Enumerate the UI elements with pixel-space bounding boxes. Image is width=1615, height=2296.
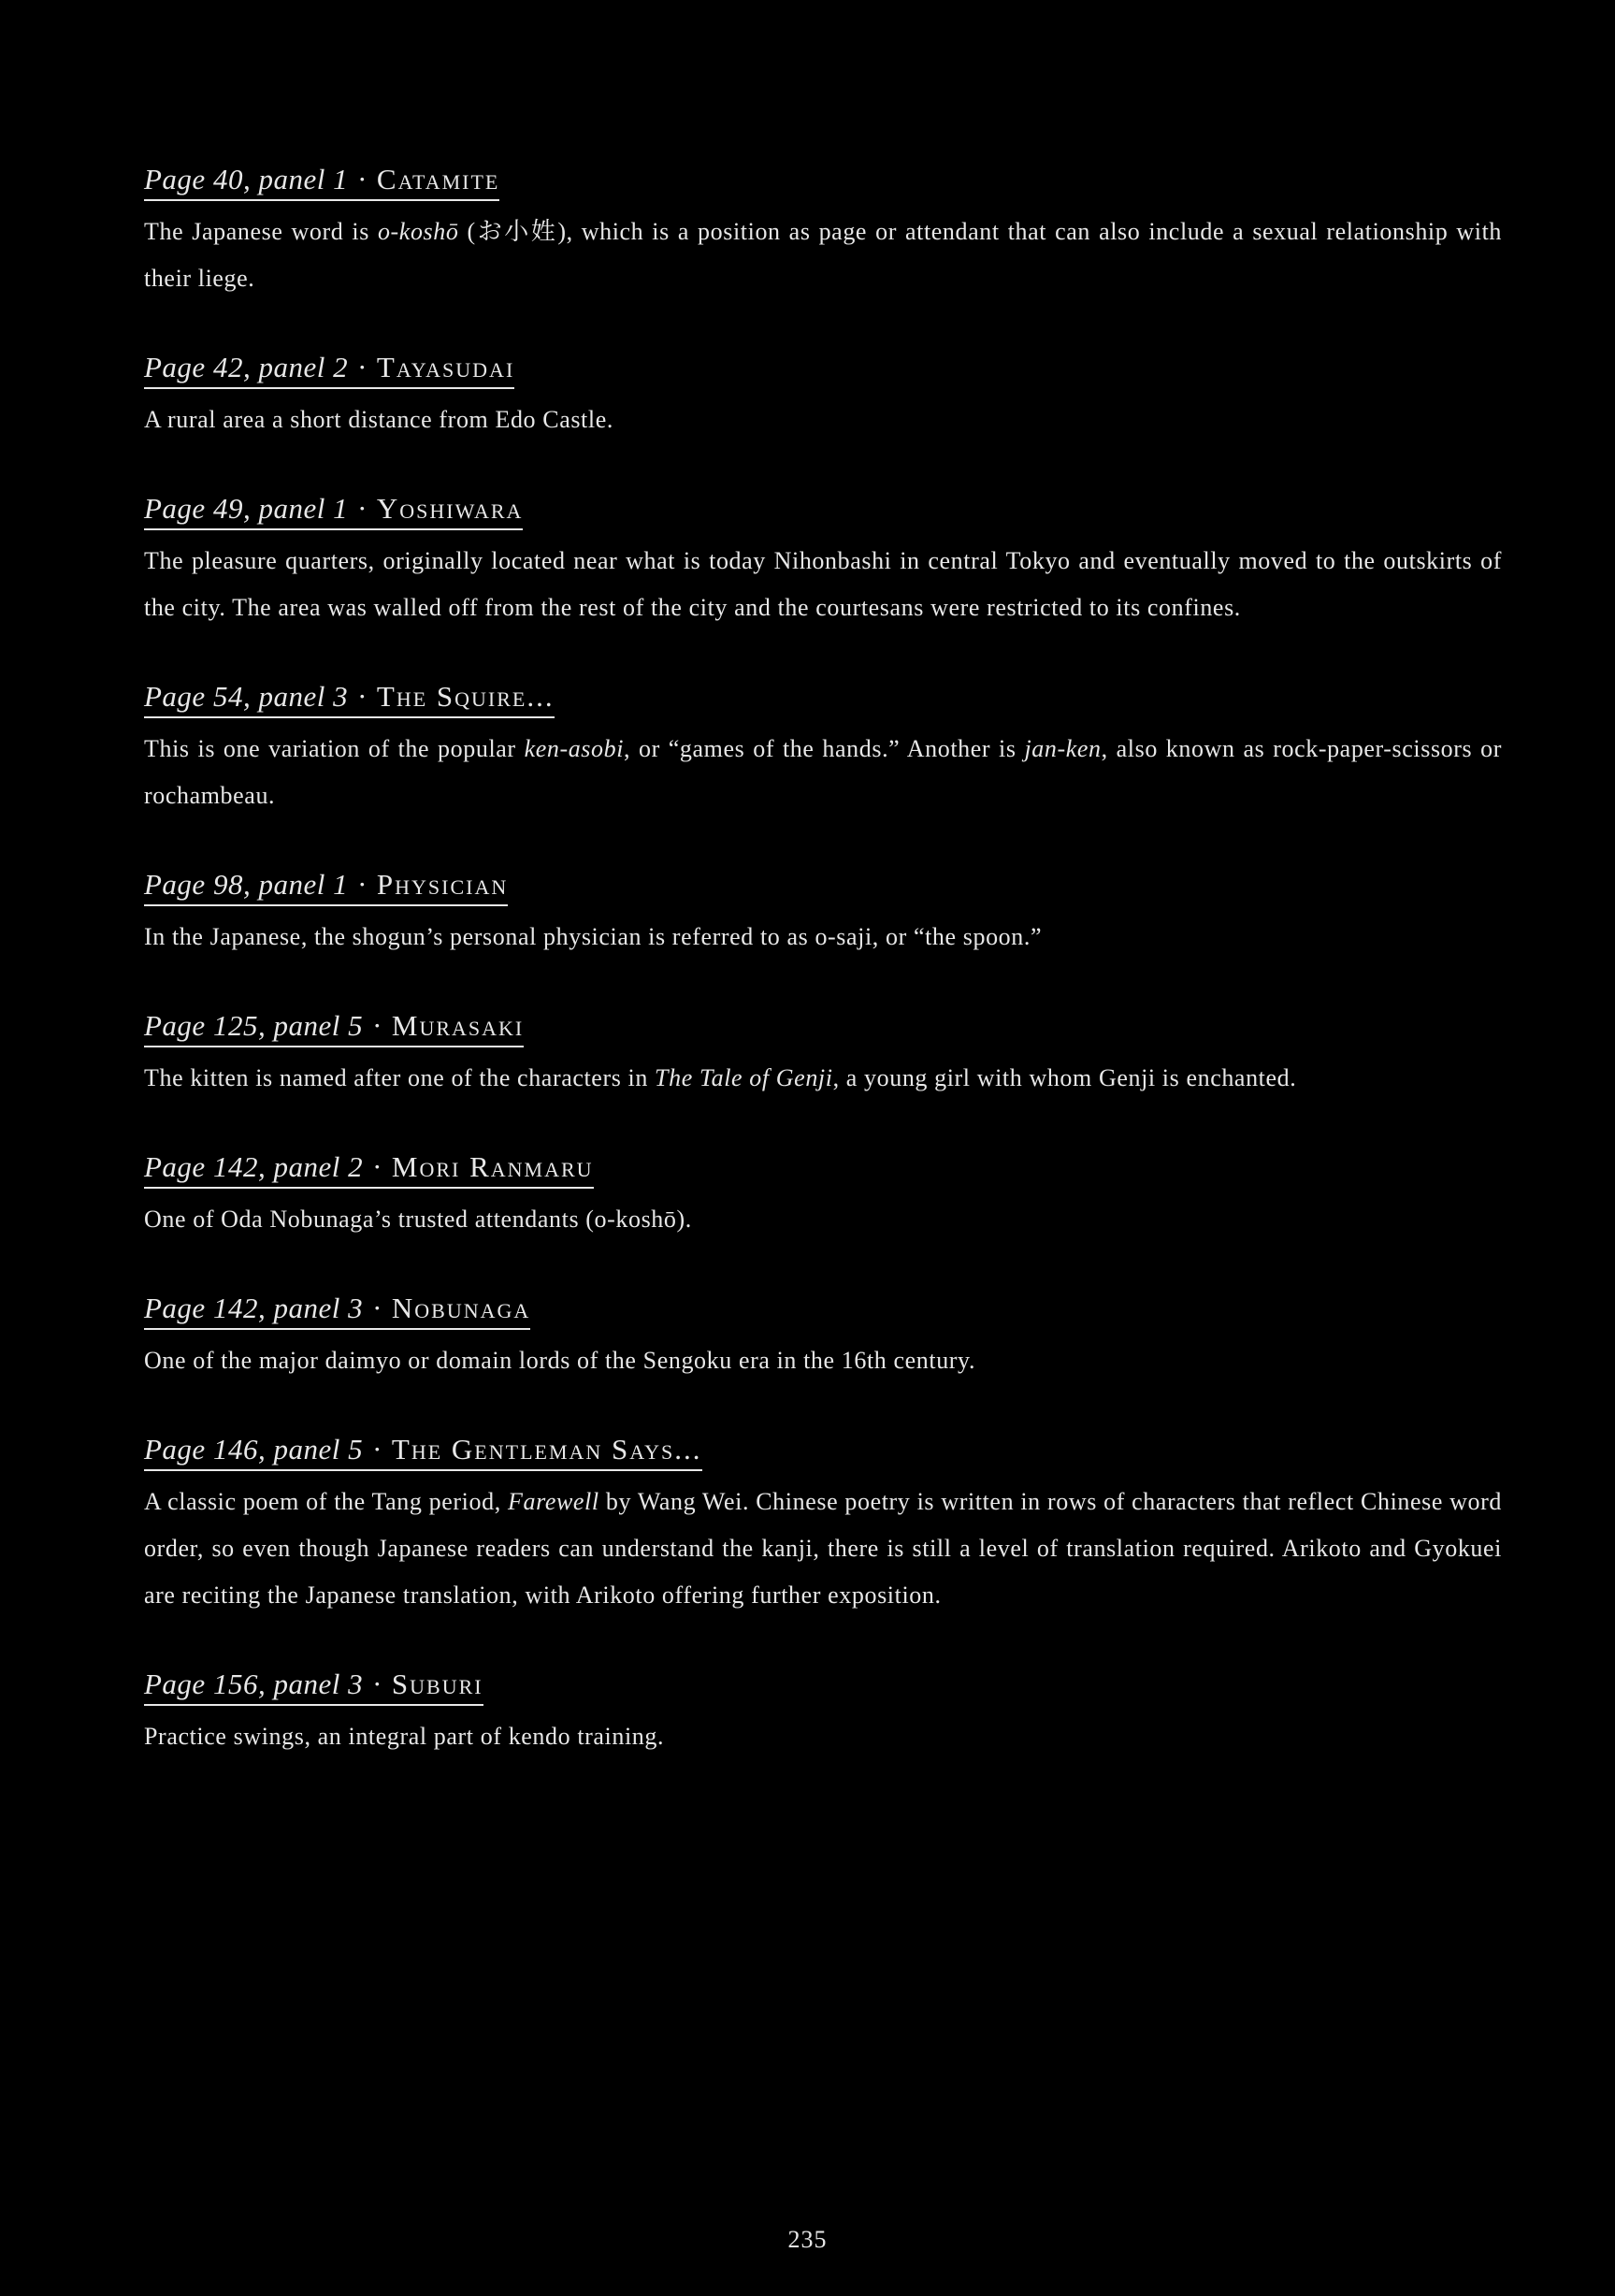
note-separator: · (372, 1292, 382, 1324)
note-page-ref: Page 40, panel 1 (144, 163, 349, 195)
note-page-ref: Page 54, panel 3 (144, 680, 349, 713)
note-text: , a young girl with whom Genji is enchanted. (832, 1064, 1297, 1091)
note-8 (144, 1431, 1502, 1619)
note-page-ref: Page 156, panel 3 (144, 1668, 364, 1700)
note-text-italic: ken-asobi (524, 735, 625, 762)
note-heading (144, 866, 508, 906)
note-body (144, 1196, 1502, 1243)
note-2 (144, 490, 1502, 631)
note-heading (144, 1666, 483, 1706)
note-heading (144, 1148, 594, 1189)
note-body (144, 1479, 1502, 1619)
note-text: In the Japanese, the shogun’s personal physician is referred to as o-saji, or “the spoon.” (144, 923, 1043, 950)
note-term: Physician (376, 868, 509, 901)
note-heading (144, 1290, 530, 1330)
note-text-italic: Farewell (508, 1488, 599, 1515)
note-text-italic: The Tale of Genji (655, 1064, 833, 1091)
note-heading (144, 349, 514, 389)
note-text: , also known as rock-paper-scissors or rochambeau. (144, 735, 1502, 809)
note-term: The Squire... (376, 680, 555, 713)
translation-notes (144, 161, 1502, 1807)
note-9 (144, 1666, 1502, 1760)
note-separator: · (357, 868, 368, 901)
note-heading (144, 490, 523, 530)
note-body (144, 1055, 1502, 1102)
note-page-ref: Page 98, panel 1 (144, 868, 349, 901)
note-1 (144, 349, 1502, 443)
note-separator: · (372, 1668, 382, 1700)
note-body (144, 726, 1502, 819)
note-page-ref: Page 42, panel 2 (144, 351, 349, 383)
note-separator: · (357, 680, 368, 713)
note-separator: · (357, 351, 368, 383)
note-4 (144, 866, 1502, 960)
note-term: Murasaki (391, 1009, 525, 1042)
note-term: Nobunaga (391, 1292, 531, 1324)
note-body (144, 1713, 1502, 1760)
note-text: One of Oda Nobunaga’s trusted attendants (o-koshō). (144, 1206, 692, 1233)
note-text: by Wang Wei. Chinese poetry is written in rows of characters that reflect Chinese word order, so even though Japanese readers can understand the kanji, there is still a level of translation required. Arikoto and Gyokuei are reciting the Japanese translation, with Arikoto offering further exposition. (144, 1488, 1503, 1609)
note-heading (144, 161, 499, 201)
note-term: Yoshiwara (376, 492, 524, 525)
note-body (144, 209, 1502, 302)
note-body (144, 397, 1502, 443)
note-body (144, 538, 1502, 631)
note-separator: · (357, 163, 368, 195)
note-0 (144, 161, 1502, 302)
note-5 (144, 1007, 1502, 1102)
note-text: A rural area a short distance from Edo Castle. (144, 406, 613, 433)
note-page-ref: Page 142, panel 2 (144, 1150, 364, 1183)
note-text: A classic poem of the Tang period, (144, 1488, 508, 1515)
note-text: This is one variation of the popular (144, 735, 525, 762)
note-heading (144, 1431, 702, 1471)
note-body (144, 914, 1502, 960)
note-term: Tayasudai (376, 351, 515, 383)
note-text: The pleasure quarters, originally located near what is today Nihonbashi in central Tokyo and eventually moved to the outskirts of the city. The area was walled off from the rest of the city and the courtesans were restricted to its confines. (144, 547, 1502, 621)
note-text: One of the major daimyo or domain lords of the Sengoku era in the 16th century. (144, 1347, 976, 1374)
note-separator: · (372, 1150, 382, 1183)
note-text-italic: jan-ken (1024, 735, 1102, 762)
note-term: Mori Ranmaru (391, 1150, 594, 1183)
note-3 (144, 678, 1502, 819)
note-text: (お小姓), which is a position as page or attendant that can also include a sexual relationship with their liege. (144, 218, 1502, 292)
note-term: Suburi (391, 1668, 483, 1700)
note-6 (144, 1148, 1502, 1243)
note-separator: · (372, 1433, 382, 1466)
note-7 (144, 1290, 1502, 1384)
note-separator: · (372, 1009, 382, 1042)
page-number: 235 (787, 2226, 828, 2253)
note-text: , or “games of the hands.” Another is (624, 735, 1025, 762)
note-separator: · (357, 492, 368, 525)
note-text: The kitten is named after one of the characters in (144, 1064, 656, 1091)
note-term: Catamite (376, 163, 500, 195)
note-heading (144, 678, 555, 718)
note-page-ref: Page 142, panel 3 (144, 1292, 364, 1324)
note-text: Practice swings, an integral part of kendo training. (144, 1723, 665, 1750)
note-heading (144, 1007, 524, 1047)
note-page-ref: Page 125, panel 5 (144, 1009, 364, 1042)
note-body (144, 1337, 1502, 1384)
note-text: The Japanese word is (144, 218, 378, 245)
note-page-ref: Page 146, panel 5 (144, 1433, 364, 1466)
note-term: The Gentleman Says... (391, 1433, 702, 1466)
note-page-ref: Page 49, panel 1 (144, 492, 349, 525)
note-text-italic: o-koshō (377, 218, 459, 245)
